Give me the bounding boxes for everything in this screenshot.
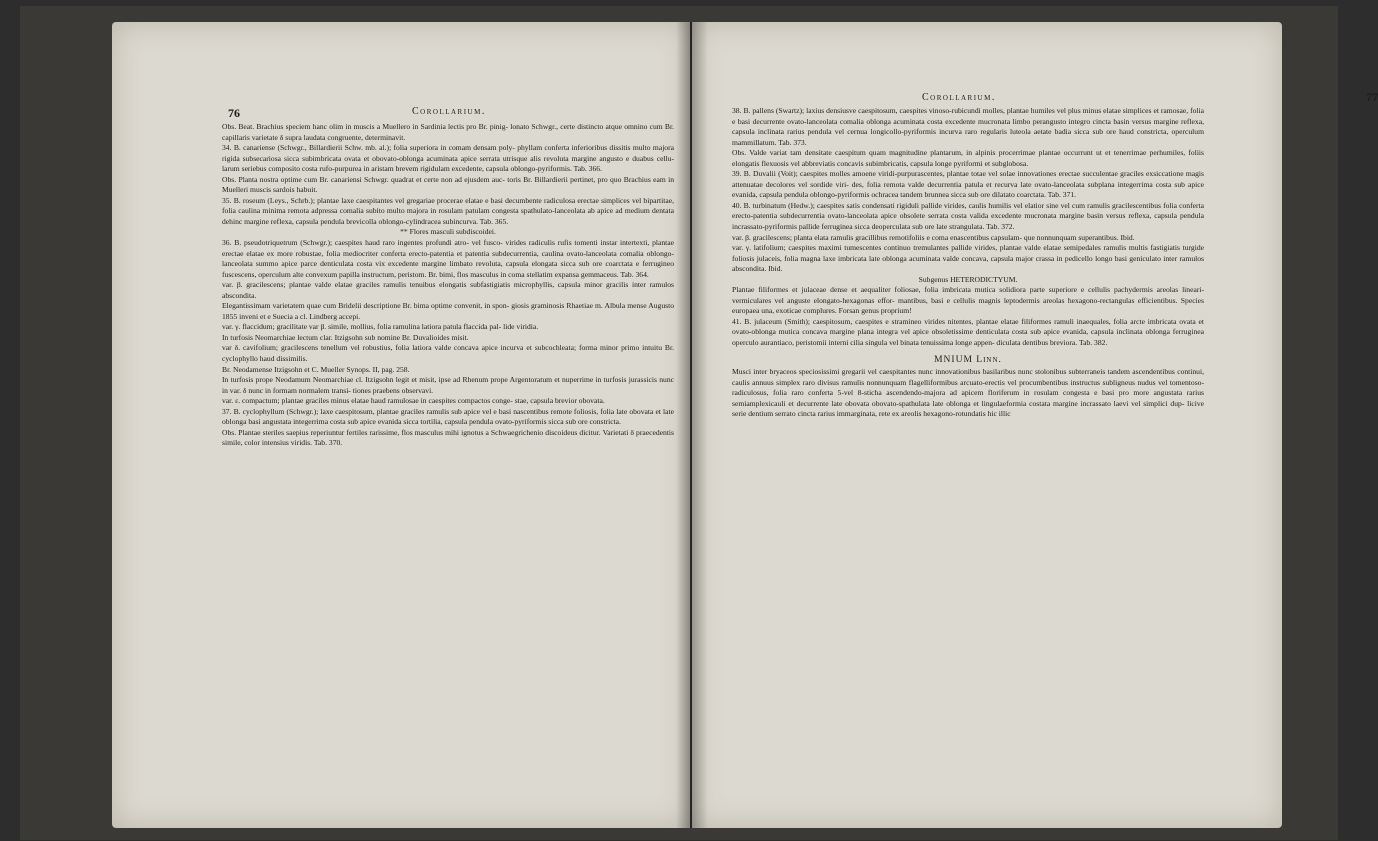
paragraph: Obs. Valde variat tam densitate caespitum quam magnitudine plantarum, in alpinis procerrimae plantae occurrunt ut et tenerrimae perhumiles, foliis elongatis flexuosis vel abbreviatis concavis subimbricatis, capsula longe pyriformi et subglobosa. <box>732 148 1204 168</box>
paragraph: var. γ. flaccidum; gracilitate var β. simile, mollius, folia ramulina latiora patula flaccida pal- lide viridia. <box>222 322 539 332</box>
paragraph: Musci inter bryaceos speciosissimi gregarii vel caespitantes nunc innovationibus basilaribus nunc stolonibus subterraneis tandem ascendentibus continui, caulis annuus simplex raro divisus ramulis nonnunquam flagelliformibus arcuato-erectis vel procumbentibus instructus subligneus nudus vel tomentoso-radiculosus, folia raro conferta 5-vel 8-sticha ascendendo-majora ad apicem floriferum in rosulam congesta e basi pro more angustata rarius semiamplexicauli et decurrente late obovata obovato-spathulata late oblonga et lingulaeformia costata margine incrassato laevi vel simplici dup- licive serie dentium serrato cincta rarius immarginata, rete ex areolis hexagono-rotundatis hic illic <box>732 367 1204 419</box>
paragraph: var. β. gracilescens; plantae valde elatae graciles ramulis tenuibus elongatis subfastigiatis microphyllis, capsula minor gracilis inter ramulos abscondita. <box>222 280 674 300</box>
paragraph: Plantae filiformes et julaceae dense et aequaliter foliosae, folia imbricata mutica solidiora parte superiore e cellulis pachydermis areolas lineari-vermiculares vel anguste elongato-hexagonas effor- mantibus, basi e cellulis magnis leptodermis areolas hexagono-rectangulas efficientibus. Species europaea una, exoticae complures. Forsan genus proprium! <box>732 285 1204 316</box>
right-page-body <box>732 106 1204 420</box>
left-page-body <box>222 122 674 449</box>
paragraph: var. β. gracilescens; planta elata ramulis gracillibus remotifoliis e coma enascentibus capsulam- que nonnunquam superantibus. Ibid. <box>732 232 1135 242</box>
paragraph: Br. Neodamense Itzigsohn et C. Mueller Synops. II, pag. 258. <box>222 364 410 374</box>
paragraph: In turfosis prope Neodamum Neomarchiae cl. Itzigsohn legit et misit, ipse ad Rhenum prope Argentoratum et nuperrime in turfosis jurassicis nunc in var. δ nunc in formam normalem transi- tiones praebens observavi. <box>222 375 674 395</box>
left-page <box>112 22 690 828</box>
book-gutter <box>676 22 708 828</box>
paragraph: var. γ. latifolium; caespites maximi tumescentes continuo tremulantes pallide virides, plantae valde elatae semipedales ramulis multis fastigiatis turgide foliosis julaceis, folia magna laxe imbricata late oblonga acuminata valde concava, capsula major crassa in pedicello longo basi geniculato inter ramulos abscondita. Ibid. <box>732 243 1204 274</box>
paragraph: 38. B. pallens (Swartz); laxius densiusve caespitosum, caespites vinoso-rubicundi molles, plantae humiles vel plus minus elatae simplices et ramosae, folia e basi decurrente ovato-lanceolata comalia oblonga acuminata costa excedente mucronata limbo perangusto integro cincta basin versus margine reflexa, capsula inclinata rarius pendula vel cernua longicollo-pyriformis incurva raro regularis luteola aetate badia sicca sub ore haud constricta, operculum mammillatum. Tab. 373. <box>732 106 1204 147</box>
subgenus-heading: Subgenus HETERODICTYUM. <box>918 274 1018 284</box>
paragraph: var δ. cavifolium; gracilescens tenellum vel robustius, folia latiora valde concava apice incurva et subcochleata; forma minor primo intuitu Br. cyclophyllo haud dissimilis. <box>222 343 674 364</box>
paragraph: 36. B. pseudotriquetrum (Schwgr.); caespites haud raro ingentes profundi atro- vel fusco- virides radiculis rufis tomenti instar intertexti, plantae erectae elatae ex more robustae, folia mediocriter conferta erecto-patentia et patentia subdecurrentia, caulina ovato-lanceolata comalia oblongo-lanceolata summo apice parce denticulata costa vix excedente margine limbato revoluta, capsula elongata sicca sub ore coarctata e ferrugineo fuscescens, operculum alte convexum papilla instructum, peristom. Br. bimi, flos masculus in coma stellatim expansa gemmaceus. Tab. 364. <box>222 238 674 279</box>
left-page-number: 76 <box>228 106 240 120</box>
paragraph: 37. B. cyclophyllum (Schwgr.); laxe caespitosum, plantae graciles ramulis sub apice vel e basi nascentibus remote foliosis, folia late obovata et late oblonga basi angustata integerrima costa sub apice evanida sicca tortilia, capsula pendula ovato-pyriformis sicca sub ore constricta. <box>222 406 674 427</box>
right-page <box>692 22 1378 828</box>
paragraph: Obs. Planta nostra optime cum Br. canariensi Schwgr. quadrat et certe non ad ejusdem auc- toris Br. Billardierii pertinet, pro quo Brachius eam in Muelleri muscis sardois habuit. <box>222 174 674 195</box>
paragraph: 40. B. turbinatum (Hedw.); caespites satis condensati rigiduli pallide virides, caulis humilis vel elatior sine vel cum ramulis gracilescentibus folia conferta erecto-patentia subdecurrentia ovato-lanceolata apice obsolete serrata costa valida excedente mucronata margine basin versus reflexa, capsula pendula incrassato-pyriformis pallide ferruginea sicca deoperculata sub ore late strangulata. Tab. 372. <box>732 200 1204 232</box>
paragraph: 34. B. canariense (Schwgr., Billardierii Schw. mb. al.); folia superiora in comam densam poly- phyllam conferta inferioribus dissitis multo majora rigida subsecariosa sicca subimbricata ovata et obovato-oblonga acuminata apice serrata utrisque alis revoluta margine angusto e duabus cellu- larum seriebus composito costa rufo-purpurea in aristam brevem rigidulam excedente, capsula oblongo-pyriformis. Tab. 366. <box>222 143 674 174</box>
right-page-number: 77 <box>1366 90 1378 104</box>
paragraph: Obs. Plantae steriles saepius reperiuntur fertiles rarissime, flos masculus mihi ignotus a Schwaegrichenio discoideus dicitur. Varietati δ praecedentis simile, color intensius viridis. Tab. 370. <box>222 427 674 448</box>
paragraph: 39. B. Duvalii (Voit); caespites molles amoene viridi-purpurascentes, plantae totae vel solae innovationes erectae succulentae graciles exsiccatione magis attenuatae decolores vel sordide viri- des, folia remota valde decurrentia patula et recurva late ovato-lanceolata subplana integerrima costa sub apice evanida, capsula pendula oblongo-pyriformis ochracea tandem brunnea sicca sub ore dilatato coarctata. Tab. 371. <box>732 169 1204 200</box>
paragraph: Elegantissimam varietatem quae cum Bridelii descriptione Br. bima optime convenit, in spon- giosis graminosis Rhaetiae m. Albula mense Augusto 1855 inveni et e Suecia a cl. Lindberg accepi. <box>222 301 674 321</box>
genus-heading: MNIUM Linn. <box>934 354 1002 365</box>
paragraph: var. ε. compactum; plantae graciles minus elatae haud ramulosae in caespites compactos conge- stae, capsula brevior obovata. <box>222 396 605 406</box>
left-running-header: Corollarium. <box>412 106 486 117</box>
paragraph: 41. B. julaceum (Smith); caespitosum, caespites e stramineo virides nitentes, plantae elatae filiformes ramuli inaequales, folia arcte imbricata ovata et ovato-oblonga mutica concava margine plana integra vel apice obsoletissime denticulata costa sub apice evanida, capsula inclinata oblonga ferruginea operculo aurantiaco, peristomii interni cilia singula vel binata tenuissima longe appen- diculata dentibus breviora. Tab. 382. <box>732 316 1204 348</box>
paragraph: Obs. Beat. Brachius speciem hanc olim in muscis a Muellero in Sardinia lectis pro Br. pinig- lonato Schwgr., certe distincto atque omnino cum Br. capillaris varietate δ supra laudata congruente, determinavit. <box>222 122 674 142</box>
paragraph: 35. B. roseum (Leys., Schrb.); plantae laxe caespitantes vel gregariae procerae elatae e basi decumbente radiculosa erectae simplices vel bipartitae, folia caulina minima remota adpressa comalia subito multo majora in rosulam patulam congesta spathulato-lanceolata ab apice ad medium dentata dehinc margine reflexa, capsula pendula brevicolla oblongo-cylindracea subincurva. Tab. 365. <box>222 195 674 226</box>
paragraph: In turfosis Neomarchiae lectum clar. Itzigsohn sub nomine Br. Duvalioides misit. <box>222 332 469 342</box>
right-running-header: Corollarium. <box>922 92 996 103</box>
section-heading: ** Flores masculi subdiscoidei. <box>400 227 496 237</box>
